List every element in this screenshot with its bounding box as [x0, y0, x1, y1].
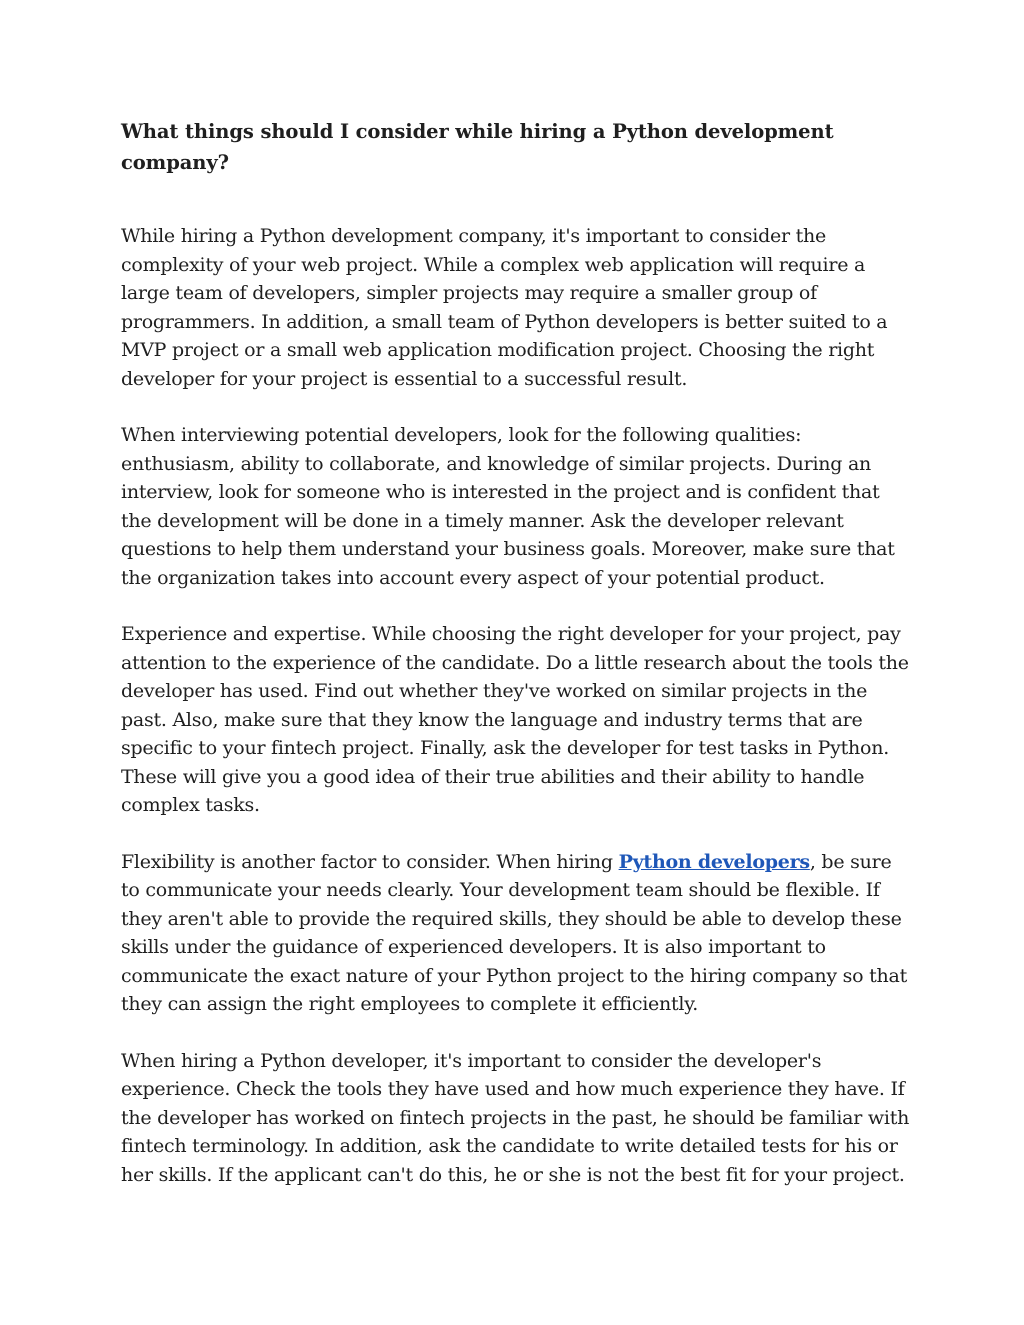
python-developers-link[interactable]: Python developers	[618, 850, 810, 873]
paragraph-interviewing: When interviewing potential developers, look for the following qualities: enthusiasm, ability to collaborate, and knowledge of similar projects. During an interview, look for someone who is interested in the project and is confident that the development will be done in a timely manner. Ask the developer relevant questions to help them understand your business goals. Moreover, make sure that the organization takes into account every aspect of your potential product.	[121, 424, 895, 589]
flexibility-text-before: Flexibility is another factor to consider. When hiring	[121, 850, 619, 873]
page-title: What things should I consider while hiring a Python development company?	[121, 120, 834, 174]
document-page	[121, 116, 911, 1217]
paragraph-hiring-developer: When hiring a Python developer, it's important to consider the developer's experience. Check the tools they have used and how much experience they have. If the developer has worked on fintech projects in the past, he should be familiar with fintech terminology. In addition, ask the candidate to write detailed tests for his or her skills. If the applicant can't do this, he or she is not the best fit for your project.	[121, 1049, 910, 1186]
paragraph-intro: While hiring a Python development company, it's important to consider the complexity of your web project. While a complex web application will require a large team of developers, simpler projects may require a smaller group of programmers. In addition, a small team of Python developers is better suited to a MVP project or a small web application modification project. Choosing the right developer for your project is essential to a successful result.	[121, 225, 888, 390]
paragraph-flexibility	[121, 848, 911, 1019]
flexibility-text-after: , be sure to communicate your needs clearly. Your development team should be flexible. If they aren't able to provide the required skills, they should be able to develop these skills under the guidance of experienced developers. It is also important to communicate the exact nature of your Python project to the hiring company so that they can assign the right employees to complete it efficiently.	[121, 850, 907, 1015]
paragraph-experience: Experience and expertise. While choosing the right developer for your project, pay attention to the experience of the candidate. Do a little research about the tools the developer has used. Find out whether they've worked on similar projects in the past. Also, make sure that they know the language and industry terms that are specific to your fintech project. Finally, ask the developer for test tasks in Python. These will give you a good idea of their true abilities and their ability to handle complex tasks.	[121, 623, 909, 816]
